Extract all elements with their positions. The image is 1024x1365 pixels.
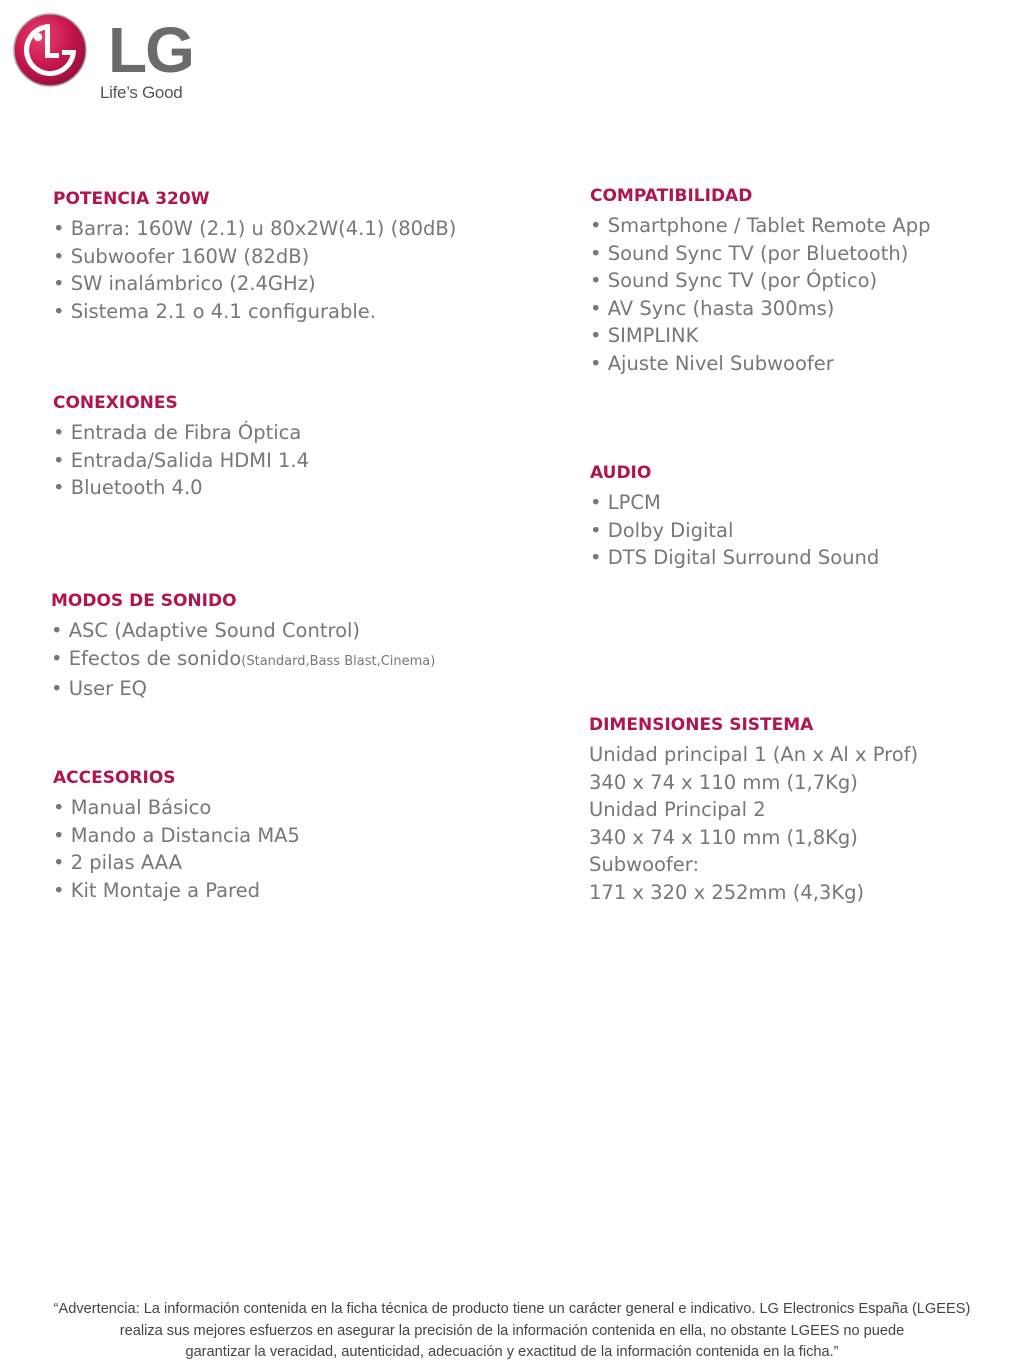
- section-potencia: [53, 187, 456, 325]
- brand-name: LG: [108, 14, 193, 86]
- list-item: • SW inalámbrico (2.4GHz): [53, 272, 316, 295]
- list-item: [51, 645, 435, 676]
- item-main-text: • Efectos de sonido: [51, 646, 242, 670]
- section-heading: COMPATIBILIDAD: [590, 186, 753, 206]
- lg-logo: [12, 12, 202, 104]
- list-item: • Kit Montaje a Pared: [53, 878, 261, 902]
- section-modos-de-sonido: [51, 589, 435, 703]
- disclaimer-line: “Advertencia: La información contenida en la ficha técnica de producto tiene un carácter general e indicativo. LG Electronics España (LGEES): [53, 1301, 971, 1317]
- list-item: • Sound Sync TV (por Óptico): [590, 269, 878, 292]
- list-item: • Dolby Digital: [590, 518, 734, 542]
- dimension-line: 171 x 320 x 252mm (4,3Kg): [589, 880, 865, 904]
- section-heading: POTENCIA 320W: [53, 189, 210, 209]
- item-note-text: (Standard,Bass Blast,Cinema): [241, 653, 436, 669]
- section-heading: DIMENSIONES SISTEMA: [589, 715, 814, 735]
- section-heading: MODOS DE SONIDO: [51, 591, 237, 611]
- list-item: • DTS Digital Surround Sound: [590, 546, 880, 569]
- list-item: • Sistema 2.1 o 4.1 configurable.: [53, 299, 376, 323]
- list-item: • Manual Básico: [53, 796, 212, 819]
- dimension-line: Subwoofer:: [589, 853, 700, 876]
- list-item: • ASC (Adaptive Sound Control): [51, 619, 361, 642]
- list-item: • Bluetooth 4.0: [53, 476, 203, 499]
- list-item: • Sound Sync TV (por Bluetooth): [590, 241, 909, 265]
- disclaimer-line: realiza sus mejores esfuerzos en asegurar la precisión de la información contenida en ella, no obstante LGEES no puede: [119, 1322, 905, 1339]
- lg-face-icon: [12, 12, 88, 88]
- list-item: • AV Sync (hasta 300ms): [590, 296, 835, 320]
- section-accesorios: [53, 766, 300, 904]
- disclaimer: [20, 1299, 1004, 1364]
- brand-tagline: Life’s Good: [100, 83, 183, 102]
- section-compatibilidad: [590, 184, 930, 377]
- dimension-line: 340 x 74 x 110 mm (1,7Kg): [589, 770, 858, 794]
- dimension-line: Unidad principal 1 (An x Al x Prof): [589, 743, 919, 766]
- section-heading: CONEXIONES: [53, 393, 178, 413]
- section-audio: [590, 461, 879, 572]
- dimension-line: Unidad Principal 2: [589, 798, 766, 821]
- section-conexiones: [53, 391, 309, 502]
- dimension-line: 340 x 74 x 110 mm (1,8Kg): [589, 825, 858, 849]
- list-item: • Barra: 160W (2.1) u 80x2W(4.1) (80dB): [53, 217, 457, 240]
- list-item: • Entrada de Fibra Óptica: [53, 421, 302, 444]
- section-heading: AUDIO: [590, 463, 652, 483]
- list-item: • 2 pilas AAA: [53, 851, 182, 874]
- section-dimensiones: [589, 713, 918, 906]
- list-item: • SIMPLINK: [590, 324, 699, 347]
- list-item: • Ajuste Nivel Subwoofer: [590, 351, 834, 375]
- list-item: • Smartphone / Tablet Remote App: [590, 214, 931, 237]
- list-item: • Mando a Distancia MA5: [53, 823, 300, 847]
- list-item: • Subwoofer 160W (82dB): [53, 244, 310, 268]
- list-item: • Entrada/Salida HDMI 1.4: [53, 448, 310, 472]
- disclaimer-line: garantizar la veracidad, autenticidad, adecuación y exactitud de la información contenida en la ficha.”: [185, 1344, 839, 1360]
- section-heading: ACCESORIOS: [53, 768, 176, 788]
- list-item: • LPCM: [590, 491, 661, 514]
- list-item: • User EQ: [51, 677, 148, 700]
